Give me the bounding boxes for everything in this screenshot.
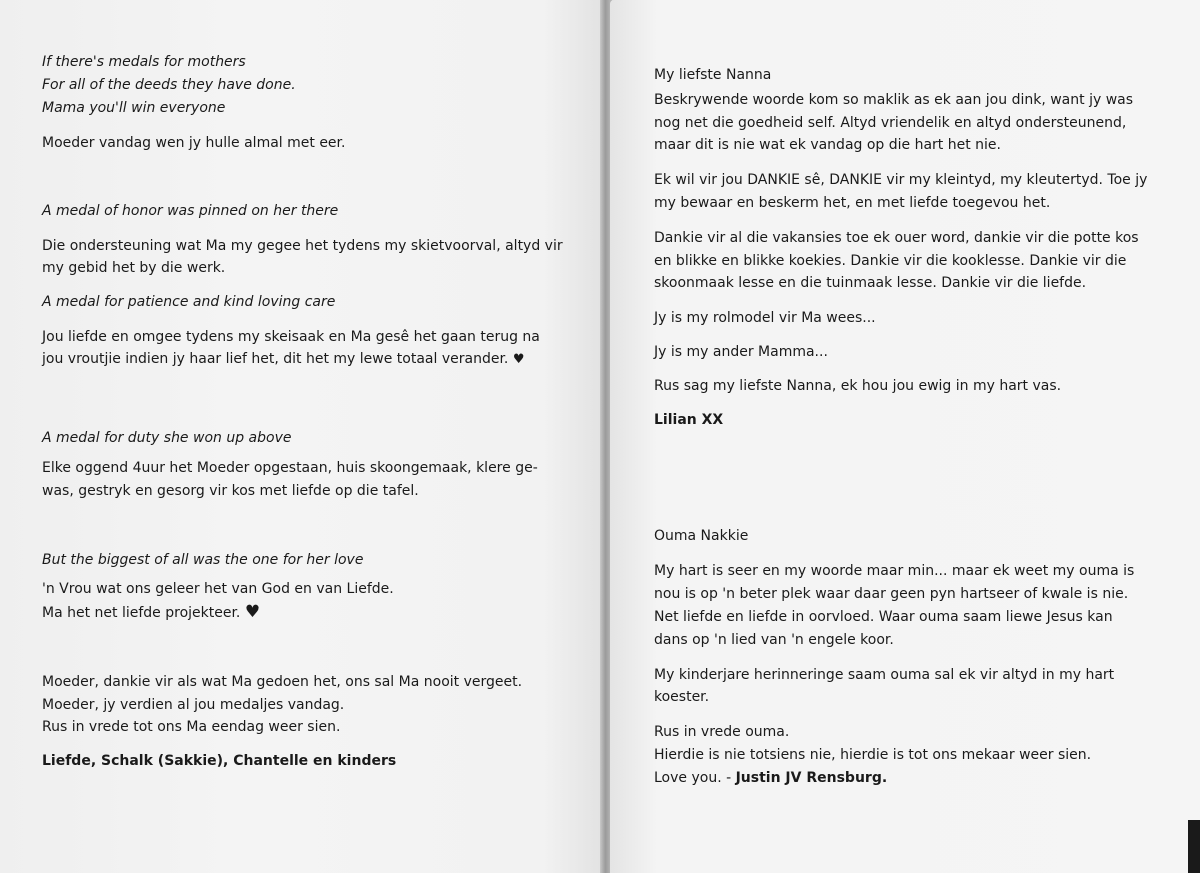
paragraph-line: koester. xyxy=(654,689,710,705)
paragraph-line: nog net die goedheid self. Altyd vriendelik en altyd ondersteunend, xyxy=(654,115,1127,131)
paragraph: Jy is my ander Mamma... xyxy=(654,344,828,360)
paragraph-line: Jou liefde en omgee tydens my skeisaak en Ma gesê het gaan terug na xyxy=(42,329,540,345)
paragraph-line xyxy=(42,348,524,372)
paragraph-line: maar dit is nie wat ek vandag op die hart het nie. xyxy=(654,137,1001,153)
paragraph-line: Beskrywende woorde kom so maklik as ek aan jou dink, want jy was xyxy=(654,92,1134,108)
section-heading: Ouma Nakkie xyxy=(654,528,749,544)
paragraph: Moeder vandag wen jy hulle almal met eer. xyxy=(42,135,346,151)
verse-line: Mama you'll win everyone xyxy=(42,100,226,116)
paragraph-line: Die ondersteuning wat Ma my gegee het tydens my skietvoorval, altyd vir xyxy=(42,238,563,254)
signature: Justin JV Rensburg. xyxy=(735,770,888,786)
paragraph-line: my bewaar en beskerm het, en met liefde toegevou het. xyxy=(654,195,1051,211)
right-page xyxy=(610,0,1200,873)
signature: Liefde, Schalk (Sakkie), Chantelle en kinders xyxy=(42,753,397,769)
paragraph-line: 'n Vrou wat ons geleer het van God en van Liefde. xyxy=(42,581,394,597)
verse-line: A medal for duty she won up above xyxy=(42,430,292,446)
paragraph-line: Net liefde en liefde in oorvloed. Waar ouma saam liewe Jesus kan xyxy=(654,609,1113,625)
paragraph-line: nou is op 'n beter plek waar daar geen pyn hartseer of kwale is nie. xyxy=(654,586,1129,602)
heart-icon: ♥ xyxy=(512,352,525,367)
paragraph-line: was, gestryk en gesorg vir kos met liefde op die tafel. xyxy=(42,483,419,499)
verse-line: For all of the deeds they have done. xyxy=(42,77,296,93)
paragraph-text: Ma het net liefde projekteer. xyxy=(42,605,245,621)
paragraph-line: dans op 'n lied van 'n engele koor. xyxy=(654,632,894,648)
page-edge-shadow xyxy=(1188,820,1200,873)
paragraph-line: Elke oggend 4uur het Moeder opgestaan, huis skoongemaak, klere ge- xyxy=(42,460,538,476)
paragraph: Rus sag my liefste Nanna, ek hou jou ewig in my hart vas. xyxy=(654,378,1062,394)
closing-line: Moeder, jy verdien al jou medaljes vandag. xyxy=(42,697,345,713)
paragraph-line: Dankie vir al die vakansies toe ek ouer word, dankie vir die potte kos xyxy=(654,230,1139,246)
verse-line: But the biggest of all was the one for her love xyxy=(42,552,364,568)
heart-icon: ♥ xyxy=(244,602,261,622)
paragraph-line: My kinderjare herinneringe saam ouma sal ek vir altyd in my hart xyxy=(654,667,1115,683)
love-text: Love you. - xyxy=(654,770,736,786)
verse-line: A medal for patience and kind loving care xyxy=(42,294,336,310)
closing-line: Rus in vrede tot ons Ma eendag weer sien. xyxy=(42,719,341,735)
paragraph-line: Hierdie is nie totsiens nie, hierdie is tot ons mekaar weer sien. xyxy=(654,747,1092,763)
closing-line: Moeder, dankie vir als wat Ma gedoen het, ons sal Ma nooit vergeet. xyxy=(42,674,523,690)
paragraph-line: en blikke en blikke koekies. Dankie vir die kooklesse. Dankie vir die xyxy=(654,253,1127,269)
paragraph-line: Rus in vrede ouma. xyxy=(654,724,790,740)
paragraph-text: jou vroutjie indien jy haar lief het, dit het my lewe totaal verander. xyxy=(42,351,513,367)
signature: Lilian XX xyxy=(654,412,724,428)
verse-line: If there's medals for mothers xyxy=(42,54,246,70)
paragraph-line xyxy=(42,601,260,625)
paragraph-line: My hart is seer en my woorde maar min... maar ek weet my ouma is xyxy=(654,563,1135,579)
paragraph-line: skoonmaak lesse en die tuinmaak lesse. Dankie vir die liefde. xyxy=(654,275,1087,291)
signature-line xyxy=(654,767,887,790)
verse-line: A medal of honor was pinned on her there xyxy=(42,203,339,219)
paragraph: Jy is my rolmodel vir Ma wees... xyxy=(654,310,876,326)
paragraph-line: Ek wil vir jou DANKIE sê, DANKIE vir my kleintyd, my kleutertyd. Toe jy xyxy=(654,172,1148,188)
greeting: My liefste Nanna xyxy=(654,67,772,83)
paragraph-line: my gebid het by die werk. xyxy=(42,260,226,276)
